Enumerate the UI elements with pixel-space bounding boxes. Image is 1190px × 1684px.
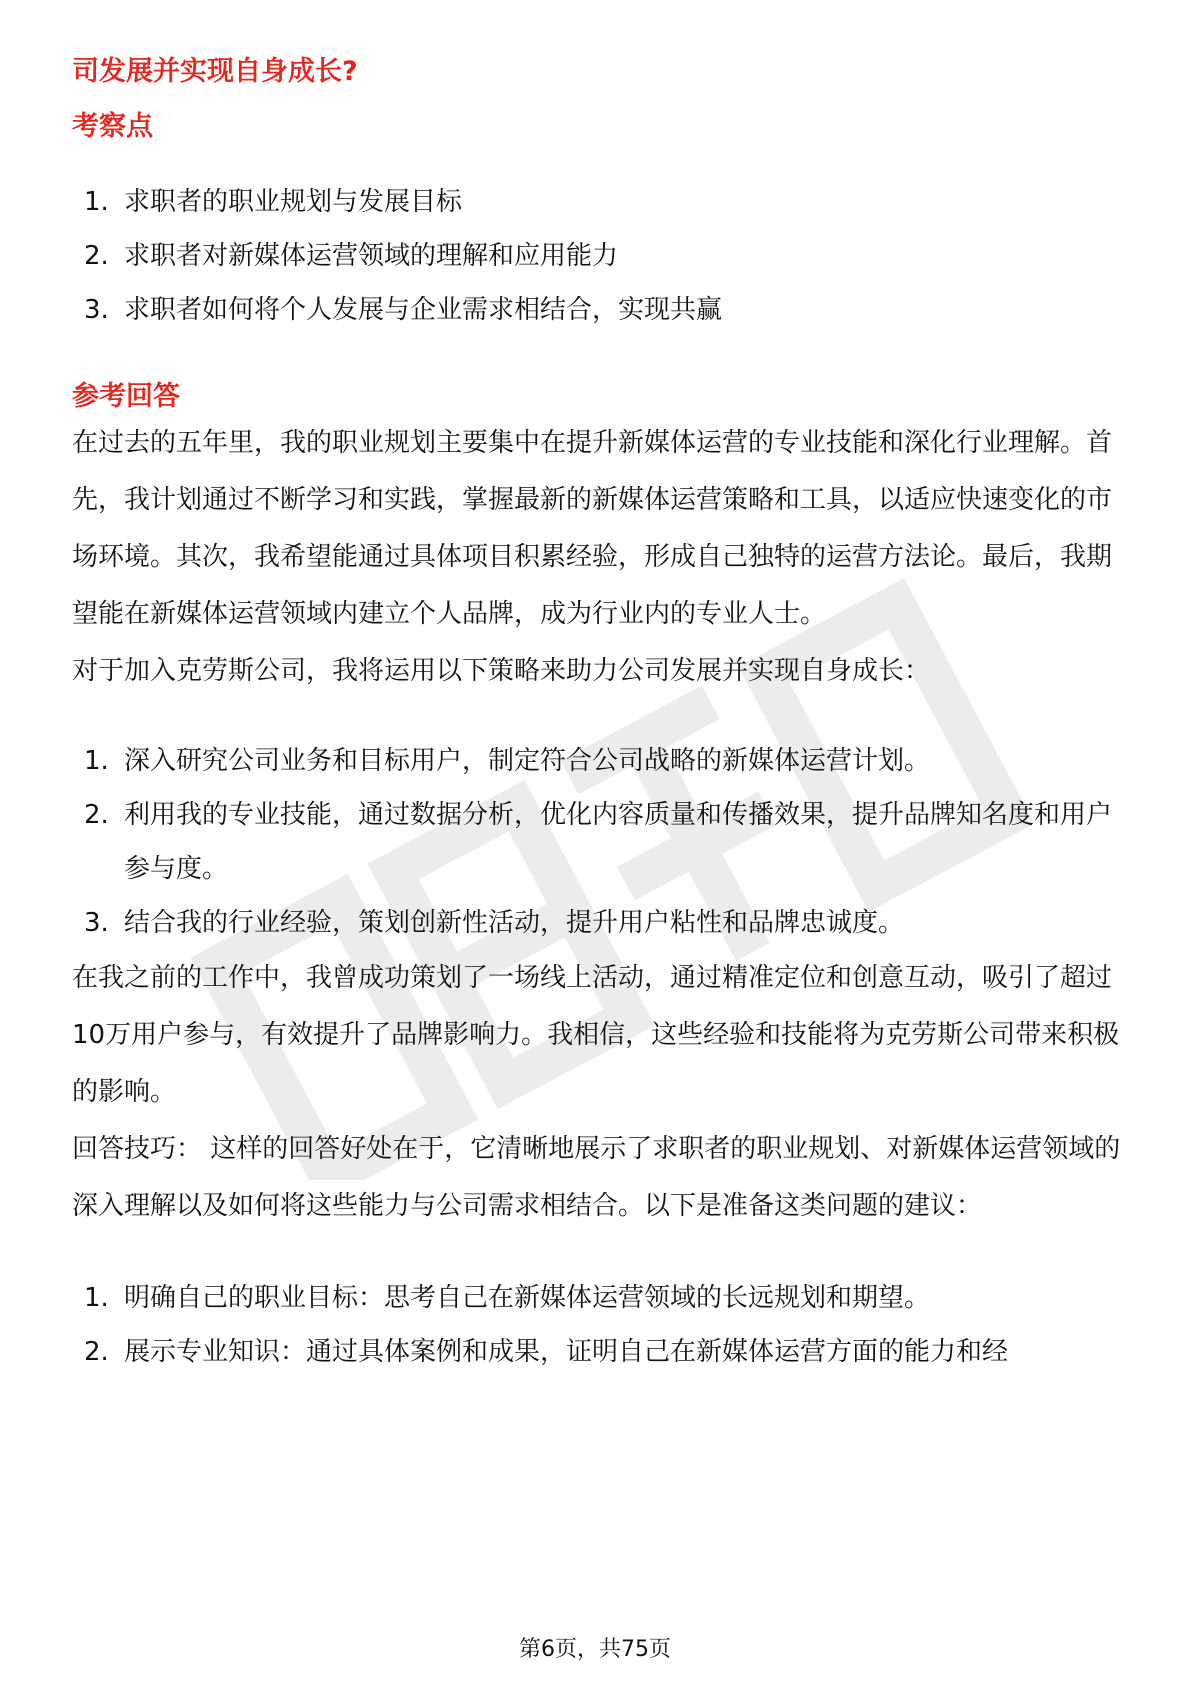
answer-paragraph-2: 对于加入克劳斯公司，我将运用以下策略来助力公司发展并实现自身成长：	[72, 656, 931, 686]
list-item-text: 求职者对新媒体运营领域的理解和应用能力	[124, 241, 619, 271]
list-number: 2.	[84, 800, 109, 830]
list-item-text: 求职者的职业规划与发展目标	[124, 187, 463, 217]
answer-tips-paragraph: 回答技巧： 这样的回答好处在于，它清晰地展示了求职者的职业规划、对新媒体运营领域的深入理解以及如何将这些能力与公司需求相结合。以下是准备这类问题的建议：	[72, 1134, 1121, 1221]
answer-paragraph-3: 在我之前的工作中，我曾成功策划了一场线上活动，通过精准定位和创意互动，吸引了超过10万用户参与，有效提升了品牌影响力。我相信，这些经验和技能将为克劳斯公司带来积极的影响。	[72, 963, 1120, 1107]
list-number: 2.	[84, 1337, 109, 1367]
kaocha-list	[72, 175, 1122, 337]
section-heading-cankao: 参考回答	[72, 381, 180, 412]
list-item	[72, 788, 1122, 896]
list-item-text: 明确自己的职业目标：思考自己在新媒体运营领域的长远规划和期望。	[124, 1283, 931, 1313]
list-item-text: 求职者如何将个人发展与企业需求相结合，实现共赢	[124, 295, 723, 325]
list-number: 3.	[84, 908, 109, 938]
list-item-text: 深入研究公司业务和目标用户，制定符合公司战略的新媒体运营计划。	[124, 746, 931, 776]
page-content	[72, 40, 1122, 1379]
strategy-list	[72, 734, 1122, 950]
list-number: 1.	[84, 1283, 109, 1313]
list-item	[72, 283, 1122, 337]
tips-list	[72, 1271, 1122, 1379]
list-item	[72, 896, 1122, 950]
list-item-text: 结合我的行业经验，策划创新性活动，提升用户粘性和品牌忠诚度。	[124, 908, 905, 938]
list-item	[72, 734, 1122, 788]
list-number: 1.	[84, 746, 109, 776]
list-item	[72, 229, 1122, 283]
list-item	[72, 1271, 1122, 1325]
list-number: 2.	[84, 241, 109, 271]
section-heading-kaocha: 考察点	[72, 111, 153, 142]
answer-paragraph-1: 在过去的五年里，我的职业规划主要集中在提升新媒体运营的专业技能和深化行业理解。首先，我计划通过不断学习和实践，掌握最新的新媒体运营策略和工具，以适应快速变化的市场环境。其次，我希望能通过具体项目积累经验，形成自己独特的运营方法论。最后，我期望能在新媒体运营领域内建立个人品牌，成为行业内的专业人士。	[72, 428, 1113, 629]
question-heading: 司发展并实现自身成长?	[72, 56, 358, 87]
list-number: 1.	[84, 187, 109, 217]
list-item-text: 利用我的专业技能，通过数据分析，优化内容质量和传播效果，提升品牌知名度和用户参与度。	[124, 800, 1113, 884]
list-item-text: 展示专业知识：通过具体案例和成果，证明自己在新媒体运营方面的能力和经	[124, 1337, 1009, 1367]
list-number: 3.	[84, 295, 109, 325]
page-footer: 第6页，共75页	[519, 1637, 671, 1662]
list-item	[72, 175, 1122, 229]
list-item	[72, 1325, 1122, 1379]
